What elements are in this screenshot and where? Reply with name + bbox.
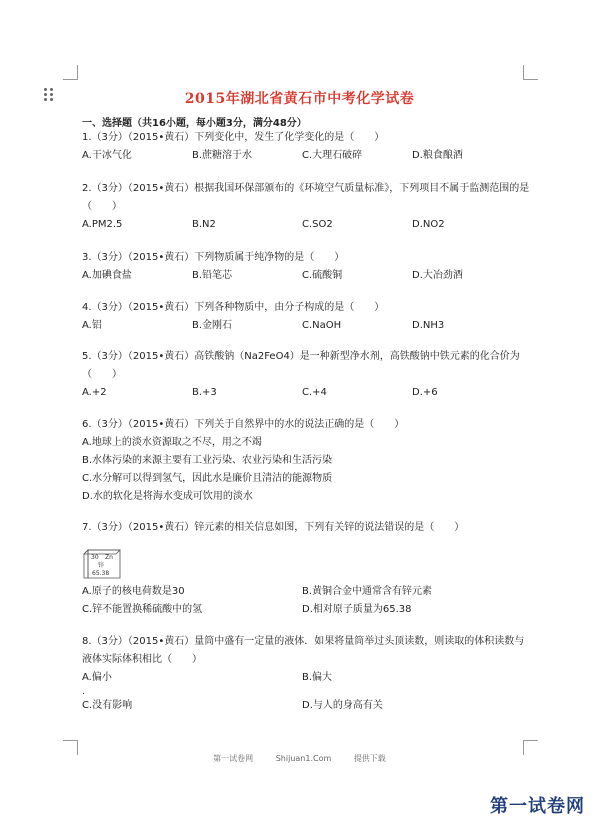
- option-c: C.硫酸铜: [302, 270, 343, 281]
- option-d: D.NH3: [412, 320, 445, 331]
- question-stem: 2.（3分）（2015•黄石）根据我国环保部颁布的《环境空气质量标准》，下列项目不属于监测范围的是（ ）: [82, 183, 530, 212]
- question-7: [82, 519, 532, 537]
- question-3: [82, 249, 532, 285]
- question-7-options: [82, 583, 532, 619]
- option-a: A.PM2.5: [82, 219, 123, 230]
- question-stem: 7.（3分）（2015•黄石）锌元素的相关信息如图，下列有关锌的说法错误的是（ ）: [82, 522, 465, 533]
- element-symbol: Zn: [105, 554, 113, 561]
- page-footer: [0, 753, 599, 764]
- atomic-mass: 65.38: [92, 570, 110, 577]
- option-d: D.NO2: [412, 219, 445, 230]
- option-a: A.干冰气化: [82, 150, 132, 161]
- question-2: [82, 180, 532, 234]
- option-c: C.大理石破碎: [302, 150, 363, 161]
- question-5: [82, 348, 532, 402]
- option-a: A.地球上的淡水资源取之不尽，用之不竭: [82, 437, 262, 448]
- option-a: A.铝: [82, 320, 102, 331]
- question-1: [82, 129, 532, 165]
- question-4: [82, 299, 532, 335]
- option-c: C.NaOH: [302, 320, 342, 331]
- option-a: A.+2: [82, 387, 107, 398]
- option-c: C.锌不能置换稀硫酸中的氢: [82, 604, 203, 615]
- option-d: D.水的软化是将海水变成可饮用的淡水: [82, 491, 253, 502]
- site-watermark: 第一试卷网: [490, 796, 585, 817]
- option-b: B.+3: [192, 387, 217, 398]
- section-heading: 一、选择题（共16小题，每小题3分，满分48分）: [82, 118, 307, 129]
- option-a: A.加碘食盐: [82, 270, 132, 281]
- question-stem: 6.（3分）（2015•黄石）下列关于自然界中的水的说法正确的是（ ）: [82, 419, 405, 430]
- option-b: B.N2: [192, 219, 216, 230]
- option-a: A.偏小: [82, 672, 112, 683]
- option-b: B.黄铜合金中通常含有锌元素: [302, 586, 433, 597]
- option-d: D.大冶劲酒: [412, 270, 463, 281]
- question-stem: 5.（3分）（2015•黄石）高铁酸钠（Na2FeO4）是一种新型净水剂，高铁酸钠中铁元素的化合价为（ ）: [82, 351, 520, 380]
- option-d: D.与人的身高有关: [302, 700, 383, 711]
- option-b: B.铅笔芯: [192, 270, 233, 281]
- option-c: C.水分解可以得到氢气，因此水是廉价且清洁的能源物质: [82, 473, 333, 484]
- atomic-number: 30: [91, 554, 99, 561]
- footer-site-url[interactable]: Shijuan1.Com: [275, 754, 332, 763]
- option-c: C.+4: [302, 387, 327, 398]
- footer-download-text: 提供下载: [353, 754, 386, 763]
- question-stem: 4.（3分）（2015•黄石）下列各种物质中，由分子构成的是（ ）: [82, 302, 385, 313]
- option-d: D.相对原子质量为65.38: [302, 604, 412, 615]
- zinc-element-card-figure: [82, 548, 122, 580]
- question-stem: 1.（3分）（2015•黄石）下列变化中，发生了化学变化的是（ ）: [82, 132, 385, 143]
- option-d: D.+6: [412, 387, 438, 398]
- footer-site-name: 第一试卷网: [213, 754, 254, 763]
- option-b: B.偏大: [302, 672, 333, 683]
- question-6: [82, 416, 532, 506]
- question-stem: 8.（3分）（2015•黄石）量筒中盛有一定量的液体．如果将量筒举过头顶读数，则读取的体积读数与液体实际体积相比（ ）: [82, 636, 525, 665]
- option-b: B.蔗糖溶于水: [192, 150, 253, 161]
- crop-mark-top-left: [63, 65, 78, 80]
- option-b: B.水体污染的来源主要有工业污染、农业污染和生活污染: [82, 455, 333, 466]
- crop-mark-top-right: [523, 65, 538, 80]
- option-b: B.金刚石: [192, 320, 233, 331]
- question-stem: 3.（3分）（2015•黄石）下列物质属于纯净物的是（ ）: [82, 252, 345, 263]
- option-d: D.粮食酿酒: [412, 150, 463, 161]
- question-8: 8.（3分）（2015•黄石）量筒中盛有一定量的液体．如果将量筒举过头顶读数，则读取的体积读数与液体实际体积相比（ ） A.偏小 B.偏大 . C.没有影响 D.与人的身高有关: [82, 633, 532, 715]
- element-name: 锌: [98, 562, 105, 569]
- option-a: A.原子的核电荷数是30: [82, 586, 185, 597]
- option-c: C.没有影响: [82, 700, 133, 711]
- page-title: 2015年湖北省黄石市中考化学试卷: [184, 91, 415, 107]
- option-c: C.SO2: [302, 219, 333, 230]
